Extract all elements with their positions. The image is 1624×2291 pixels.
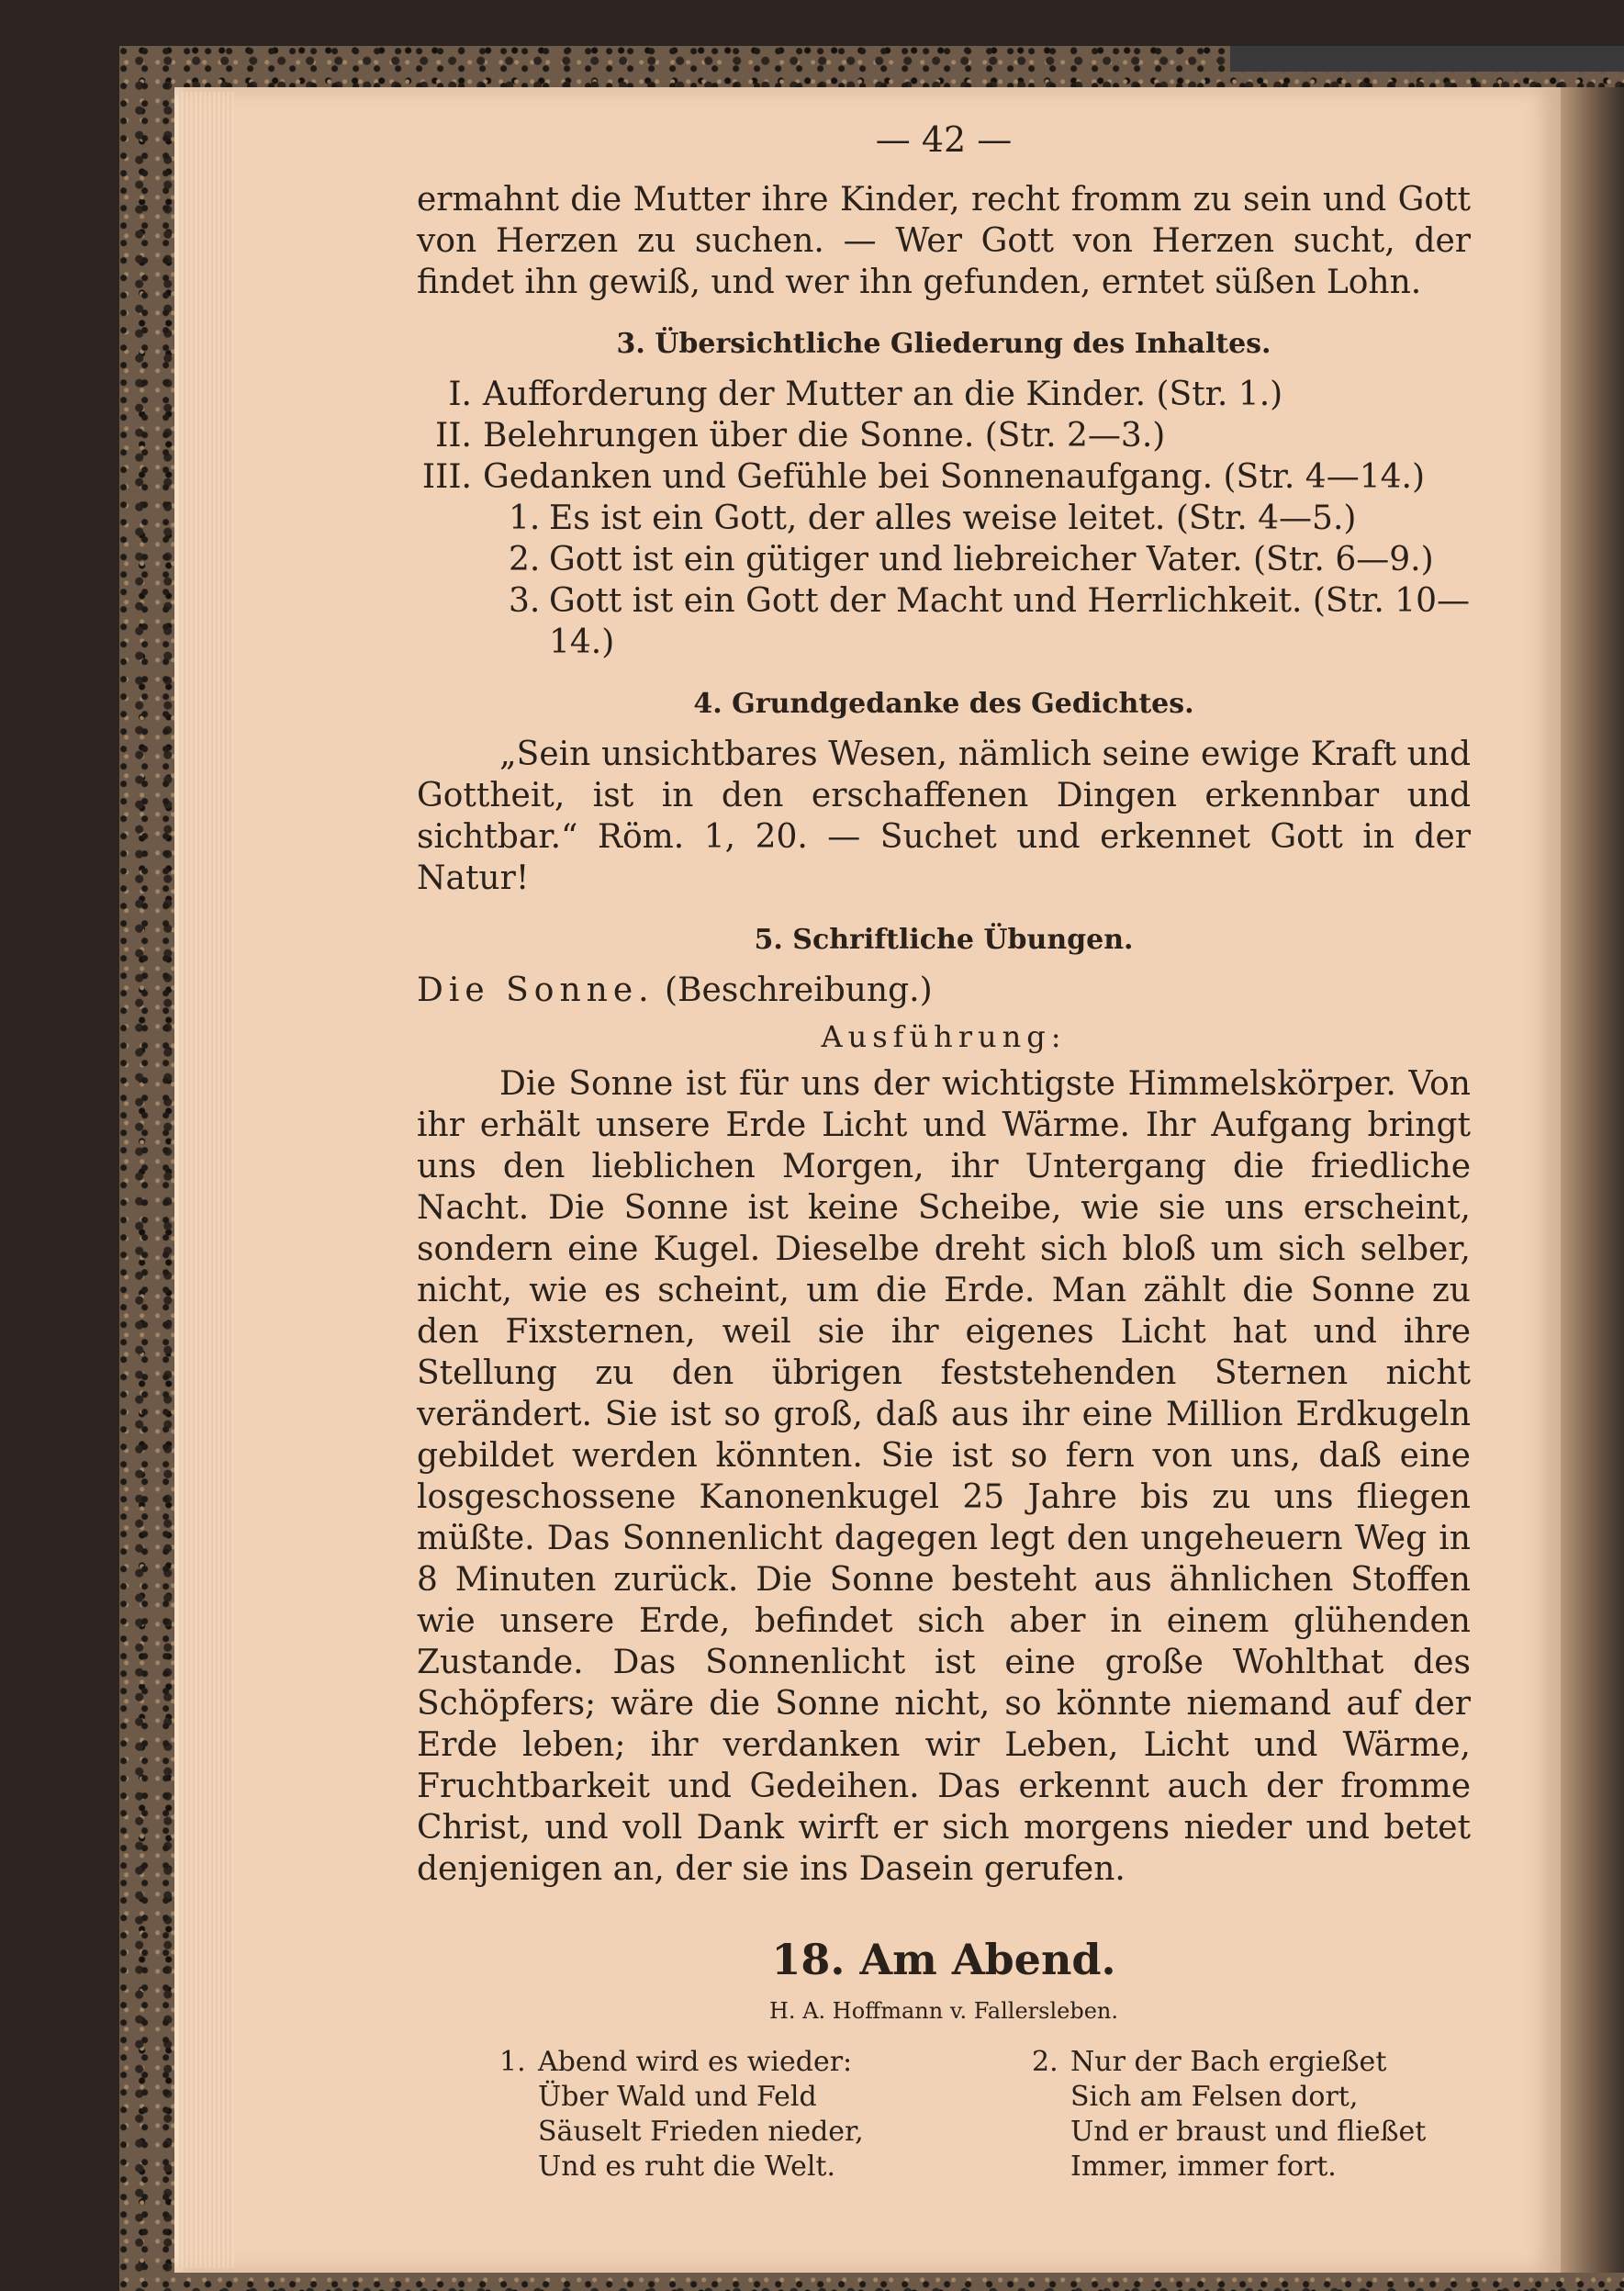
poem-number: 18. bbox=[771, 1935, 846, 1984]
poem-author: H. A. Hoffmann v. Fallersleben. bbox=[769, 1998, 1118, 2024]
outline-text: Gedanken und Gefühle bei Sonnenaufgang. (Str. 4—14.) bbox=[483, 458, 1425, 496]
section-4-text: „Sein unsichtbares Wesen, nämlich seine ewige Kraft und Gottheit, ist in den erschaffenen Dingen erkennbar und sichtbar.“ Röm. 1, 20. — Suchet und erkennet Gott in der Natur! bbox=[417, 736, 1471, 897]
outline-subtext: Es ist ein Gott, der alles weise leitet. (Str. 4—5.) bbox=[549, 500, 1357, 537]
stanza-lines bbox=[538, 2045, 864, 2184]
outline-item bbox=[417, 456, 1471, 498]
poem-line: Und er braust und fließet bbox=[1070, 2116, 1427, 2148]
outline-subnum: 1. bbox=[509, 500, 541, 537]
ausfuehrung-label: Ausführung: bbox=[821, 1019, 1067, 1054]
section-4-heading: 4. Grundgedanke des Gedichtes. bbox=[693, 688, 1194, 720]
outline-text: Belehrungen über die Sonne. (Str. 2—3.) bbox=[483, 417, 1166, 455]
outline-num: II. bbox=[435, 417, 472, 455]
poem-line: Über Wald und Feld bbox=[538, 2081, 817, 2113]
outline-subitem bbox=[417, 498, 1471, 539]
outline-subtext: Gott ist ein gütiger und liebreicher Vater. (Str. 6—9.) bbox=[549, 541, 1434, 578]
poem-line: Sich am Felsen dort, bbox=[1070, 2081, 1359, 2113]
poem-line: Nur der Bach ergießet bbox=[1070, 2046, 1387, 2078]
intro-paragraph: ermahnt die Mutter ihre Kinder, recht fromm zu sein und Gott von Herzen zu suchen. — Wer Gott von Herzen sucht, der findet ihn gewiß, und wer ihn gefunden, erntet süßen Lohn. bbox=[417, 181, 1471, 301]
poem-line: Immer, immer fort. bbox=[1070, 2151, 1337, 2183]
outline-subnum: 3. bbox=[509, 582, 541, 620]
poem-title-text: Am Abend. bbox=[859, 1935, 1116, 1984]
topic-note: (Beschreibung.) bbox=[665, 971, 933, 1009]
outline-subitem bbox=[417, 580, 1471, 663]
poem-line: Abend wird es wieder: bbox=[538, 2046, 853, 2078]
page-edges bbox=[179, 92, 234, 2268]
essay-text: Die Sonne ist für uns der wichtigste Himmelskörper. Von ihr erhält unsere Erde Licht und Wärme. Ihr Aufgang bringt uns den lieblichen Morgen, ihr Untergang die friedliche Nacht. Die Sonne ist keine Scheibe, wie sie uns erscheint, sondern eine Kugel. Dieselbe dreht sich bloß um sich selber, nicht, wie es scheint, um die Erde. Man zählt die Sonne zu den Fixsternen, weil sie ihr eigenes Licht hat und ihre Stellung zu den übrigen feststehenden Sternen nicht verändert. Sie ist so groß, daß aus ihr eine Million Erdkugeln gebildet werden könnten. Sie ist so fern von uns, daß eine losgeschossene Kanonenkugel 25 Jahre bis zu uns fliegen müßte. Das Sonnenlicht dagegen legt den ungeheuern Weg in 8 Minuten zurück. Die Sonne besteht aus ähnlichen Stoffen wie unsere Erde, befindet sich aber in einem glühenden Zustande. Das Sonnenlicht ist eine große Wohlthat des Schöpfers; wäre die Sonne nicht, so könnte niemand auf der Erde leben; ihr verdanken wir Leben, Licht und Wärme, Fruchtbarkeit und Gedeihen. Das erkennt auch der fromme Christ, und voll Dank wirft er sich morgens nieder und betet denjenigen an, der sie ins Dasein gerufen. bbox=[417, 1065, 1471, 1888]
outline-text: Aufforderung der Mutter an die Kinder. (Str. 1.) bbox=[483, 376, 1283, 413]
outline-list bbox=[417, 374, 1471, 663]
outline-subnum: 2. bbox=[509, 541, 541, 578]
poem-line: Und es ruht die Welt. bbox=[538, 2151, 836, 2183]
section-5-heading: 5. Schriftliche Übungen. bbox=[754, 924, 1134, 956]
topic-line bbox=[417, 970, 1471, 1011]
page-content bbox=[417, 119, 1471, 2184]
poem-title bbox=[417, 1934, 1471, 1985]
outline-num: III. bbox=[421, 458, 472, 496]
stanza-lines bbox=[1070, 2045, 1426, 2184]
topic-title: Die Sonne. bbox=[417, 971, 655, 1009]
outline-item bbox=[417, 415, 1471, 456]
poem-line: Säuselt Frieden nieder, bbox=[538, 2116, 864, 2148]
stanza bbox=[499, 2045, 977, 2184]
outline-num: I. bbox=[448, 376, 472, 413]
stanza bbox=[1032, 2045, 1426, 2184]
stanza-number: 1. bbox=[499, 2046, 526, 2078]
stanza-number: 2. bbox=[1032, 2046, 1058, 2078]
spine-strip bbox=[1230, 46, 1624, 72]
outline-item bbox=[417, 374, 1471, 415]
outline-subtext: Gott ist ein Gott der Macht und Herrlichkeit. (Str. 10—14.) bbox=[549, 582, 1471, 661]
section-3-heading: 3. Übersichtliche Gliederung des Inhaltes. bbox=[616, 328, 1271, 360]
poem-stanzas bbox=[417, 2045, 1471, 2184]
gutter-shadow bbox=[1561, 87, 1624, 2273]
page-number: — 42 — bbox=[875, 119, 1013, 160]
outline-subitem bbox=[417, 539, 1471, 580]
